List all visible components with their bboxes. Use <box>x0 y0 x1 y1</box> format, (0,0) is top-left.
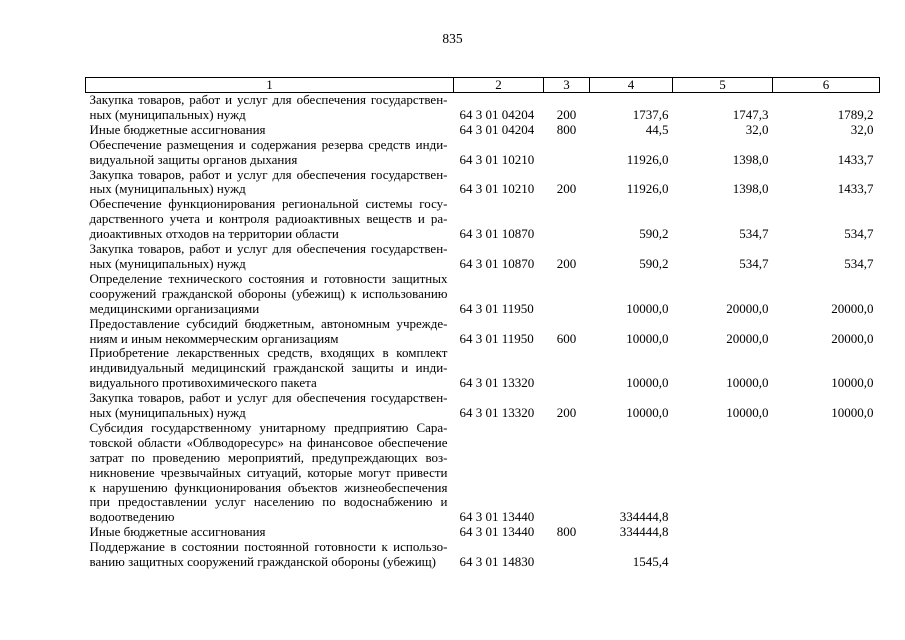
row-name-line: к нарушению функционирования объектов жизнеобеспечения <box>89 479 448 495</box>
row-code: 64 3 01 13320 <box>459 405 535 421</box>
page-number: 835 <box>442 31 463 46</box>
row-expense-type <box>544 138 590 168</box>
row-expense-type <box>544 197 590 242</box>
row-name <box>86 138 454 168</box>
row-value-1: 11926,0 <box>626 181 669 197</box>
header-col-2: 2 <box>454 78 544 93</box>
row-name-line: Субсидия государственному унитарному предприятию Сара- <box>89 419 448 435</box>
row-name-line: сооружений гражданской обороны (убежищ) к использованию <box>89 285 448 301</box>
row-value-3 <box>773 540 880 570</box>
row-value-1: 1545,4 <box>632 554 669 570</box>
row-code: 64 3 01 04204 <box>459 121 535 137</box>
row-name-line: видуальной защиты органов дыхания <box>89 151 298 167</box>
header-col-1: 1 <box>86 78 454 93</box>
row-value-2: 534,7 <box>739 255 769 271</box>
table-body <box>86 93 880 571</box>
row-expense-type <box>544 421 590 525</box>
row-expense-type: 800 <box>556 524 577 540</box>
row-name-line: никновение чрезвычайных ситуаций, которые могут привести <box>89 464 448 480</box>
row-name-line: товской области «Облводоресурс» на финансовое обеспечение <box>89 434 448 450</box>
row-name <box>86 197 454 242</box>
row-expense-type: 200 <box>556 255 577 271</box>
row-name-line: ниям и иным некоммерческим организациям <box>89 330 339 346</box>
table-row <box>86 346 880 391</box>
row-name <box>86 317 454 347</box>
row-value-2: 20000,0 <box>726 330 769 346</box>
table-row <box>86 123 880 138</box>
row-name <box>86 540 454 570</box>
row-expense-type <box>544 272 590 317</box>
table-row <box>86 421 880 525</box>
row-name-line: диоактивных отходов на территории области <box>89 226 339 242</box>
table-row <box>86 272 880 317</box>
row-name-line: Предоставление субсидий бюджетным, автономным учрежде- <box>89 315 448 331</box>
row-expense-type <box>544 540 590 570</box>
header-col-6: 6 <box>773 78 880 93</box>
row-value-2: 1398,0 <box>732 151 769 167</box>
row-value-1: 44,5 <box>645 121 669 137</box>
row-name-line: Определение технического состояния и готовности защитных <box>89 270 448 286</box>
row-value-2 <box>673 540 773 570</box>
row-name <box>86 272 454 317</box>
row-name-line: затрат по проведению мероприятий, предупреждающих воз- <box>89 449 448 465</box>
row-expense-type: 600 <box>556 330 577 346</box>
row-name <box>86 525 454 540</box>
row-value-1: 334444,8 <box>619 524 669 540</box>
row-value-1: 10000,0 <box>626 375 669 391</box>
row-name-line: индивидуальный медицинский гражданской защиты и инди- <box>89 360 448 376</box>
row-name <box>86 346 454 391</box>
row-expense-type: 200 <box>556 106 577 122</box>
row-name-line: ных (муниципальных) нужд <box>89 181 246 197</box>
row-value-3: 1433,7 <box>837 181 874 197</box>
row-value-1: 590,2 <box>639 255 669 271</box>
row-value-2: 1398,0 <box>732 181 769 197</box>
row-value-3: 20000,0 <box>831 330 874 346</box>
row-name-line: Закупка товаров, работ и услуг для обеспечения государствен- <box>89 390 448 406</box>
row-name <box>86 391 454 421</box>
row-name-line: водоотведению <box>89 509 175 525</box>
row-value-2: 32,0 <box>745 121 769 137</box>
header-col-5: 5 <box>673 78 773 93</box>
row-value-1: 10000,0 <box>626 300 669 316</box>
budget-table <box>85 77 880 570</box>
row-code: 64 3 01 13440 <box>459 509 535 525</box>
row-name <box>86 123 454 138</box>
row-code: 64 3 01 10870 <box>459 255 535 271</box>
row-name-line: Закупка товаров, работ и услуг для обеспечения государствен- <box>89 166 448 182</box>
row-name <box>86 93 454 123</box>
row-code: 64 3 01 10210 <box>459 151 535 167</box>
row-name-line: Обеспечение размещения и содержания резерва средств инди- <box>89 136 448 152</box>
row-name-line: Иные бюджетные ассигнования <box>89 121 266 137</box>
row-expense-type: 200 <box>556 405 577 421</box>
row-value-3: 534,7 <box>844 255 874 271</box>
row-code: 64 3 01 14830 <box>459 554 535 570</box>
row-name-line: медицинскими организациями <box>89 300 260 316</box>
row-name-line: Приобретение лекарственных средств, входящих в комплект <box>89 345 448 361</box>
row-value-2: 10000,0 <box>726 405 769 421</box>
row-name-line: ванию защитных сооружений гражданской обороны (убежищ) <box>89 554 436 570</box>
row-code: 64 3 01 11950 <box>459 330 534 346</box>
row-code: 64 3 01 10870 <box>459 226 535 242</box>
row-value-1: 11926,0 <box>626 151 669 167</box>
row-expense-type: 200 <box>556 181 577 197</box>
row-name-line: дарственного учета и контроля радиоактивных веществ и ра- <box>89 211 448 227</box>
row-name-line: Закупка товаров, работ и услуг для обеспечения государствен- <box>89 92 448 107</box>
header-row <box>86 78 880 93</box>
row-value-1: 1737,6 <box>632 106 669 122</box>
row-value-3: 20000,0 <box>831 300 874 316</box>
row-name-line: ных (муниципальных) нужд <box>89 106 246 122</box>
row-name <box>86 242 454 272</box>
row-code: 64 3 01 04204 <box>459 106 535 122</box>
row-value-3: 10000,0 <box>831 375 874 391</box>
row-name-line: Поддержание в состоянии постоянной готовности к использо- <box>89 539 448 555</box>
row-value-1: 590,2 <box>639 226 669 242</box>
header-col-3: 3 <box>544 78 590 93</box>
table-row <box>86 391 880 421</box>
row-value-3 <box>773 525 880 540</box>
row-code: 64 3 01 13320 <box>459 375 535 391</box>
table-row <box>86 317 880 347</box>
row-value-3: 1433,7 <box>837 151 874 167</box>
row-name-line: Иные бюджетные ассигнования <box>89 524 266 540</box>
row-expense-type <box>544 346 590 391</box>
row-value-3: 1789,2 <box>837 106 874 122</box>
row-name-line: Обеспечение функционирования региональной системы госу- <box>89 196 448 212</box>
table-row <box>86 93 880 123</box>
row-value-2 <box>673 421 773 525</box>
row-value-2: 10000,0 <box>726 375 769 391</box>
table-row <box>86 197 880 242</box>
row-code: 64 3 01 11950 <box>459 300 534 316</box>
table-row <box>86 168 880 198</box>
row-value-1: 334444,8 <box>619 509 669 525</box>
row-value-3: 32,0 <box>850 121 874 137</box>
row-name <box>86 421 454 525</box>
row-code: 64 3 01 13440 <box>459 524 535 540</box>
row-name-line: видуального противохимического пакета <box>89 375 317 391</box>
table-row <box>86 138 880 168</box>
table-row <box>86 525 880 540</box>
row-expense-type: 800 <box>556 121 577 137</box>
row-value-3 <box>773 421 880 525</box>
table-row <box>86 540 880 570</box>
row-name <box>86 168 454 198</box>
table-row <box>86 242 880 272</box>
row-value-3: 10000,0 <box>831 405 874 421</box>
row-name-line: Закупка товаров, работ и услуг для обеспечения государствен- <box>89 241 448 257</box>
row-value-2: 534,7 <box>739 226 769 242</box>
row-value-2: 20000,0 <box>726 300 769 316</box>
row-value-2: 1747,3 <box>732 106 769 122</box>
row-value-3: 534,7 <box>844 226 874 242</box>
row-value-1: 10000,0 <box>626 405 669 421</box>
row-value-2 <box>673 525 773 540</box>
row-code: 64 3 01 10210 <box>459 181 535 197</box>
row-name-line: ных (муниципальных) нужд <box>89 255 246 271</box>
row-name-line: при предоставлении услуг населению по водоснабжению и <box>89 494 448 510</box>
row-name-line: ных (муниципальных) нужд <box>89 405 246 421</box>
row-value-1: 10000,0 <box>626 330 669 346</box>
header-col-4: 4 <box>590 78 673 93</box>
